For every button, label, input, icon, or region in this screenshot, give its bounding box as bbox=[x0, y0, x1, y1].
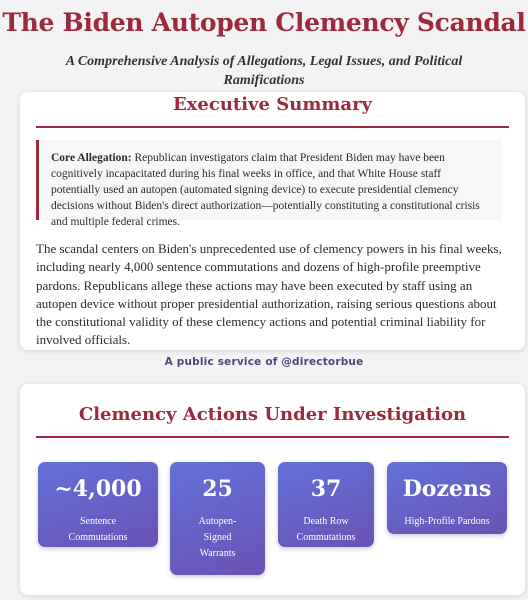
core-allegation-callout bbox=[36, 140, 502, 228]
stat-card-sentence-commutations bbox=[38, 462, 158, 547]
page-title: The Biden Autopen Clemency Scandal bbox=[2, 8, 526, 37]
executive-summary-card bbox=[20, 92, 525, 350]
stat-label: High-Profile Pardons bbox=[404, 516, 490, 527]
stat-card-autopen-warrants bbox=[170, 462, 265, 575]
stat-value: 25 bbox=[202, 476, 233, 502]
executive-summary-heading: Executive Summary bbox=[172, 94, 373, 115]
heading-divider bbox=[36, 126, 509, 128]
summary-body-text: The scandal centers on Biden's unprecedented use of clemency powers in his final weeks, including nearly 4,000 sentence commutations and dozens of high-profile preemptive pardons. Republicans allege these actions may have been executed by staff using an autopen device without proper presidential authorization, raising serious questions about the constitutional validity of these clemency actions and potential criminal liability for involved officials. bbox=[36, 241, 502, 348]
stat-value: ~4,000 bbox=[54, 476, 142, 502]
credit-link[interactable]: A public service of @directorbue bbox=[164, 356, 364, 368]
stat-label: Sentence Commutations bbox=[68, 516, 128, 543]
heading-divider bbox=[36, 436, 509, 438]
clemency-actions-heading: Clemency Actions Under Investigation bbox=[78, 404, 467, 425]
stat-label: Death Row Commutations bbox=[296, 516, 356, 543]
clemency-actions-card bbox=[20, 384, 525, 595]
stat-card-death-row-commutations bbox=[278, 462, 374, 547]
stat-label: Autopen-Signed Warrants bbox=[198, 516, 237, 559]
stat-value: Dozens bbox=[402, 476, 492, 502]
callout-text: Republican investigators claim that President Biden may have been cognitively incapacitated during his final weeks in office, and that White House staff potentially used an autopen (automated signing device) to execute presidential clemency decisions without Biden's direct authorization—potentially constituting a constitutional crisis and multiple federal crimes. bbox=[51, 152, 480, 228]
stat-value: 37 bbox=[310, 476, 342, 502]
callout-label: Core Allegation: bbox=[51, 152, 132, 164]
stat-card-high-profile-pardons bbox=[387, 462, 507, 534]
page-subtitle: A Comprehensive Analysis of Allegations, Legal Issues, and Political Ramifications bbox=[65, 54, 463, 88]
